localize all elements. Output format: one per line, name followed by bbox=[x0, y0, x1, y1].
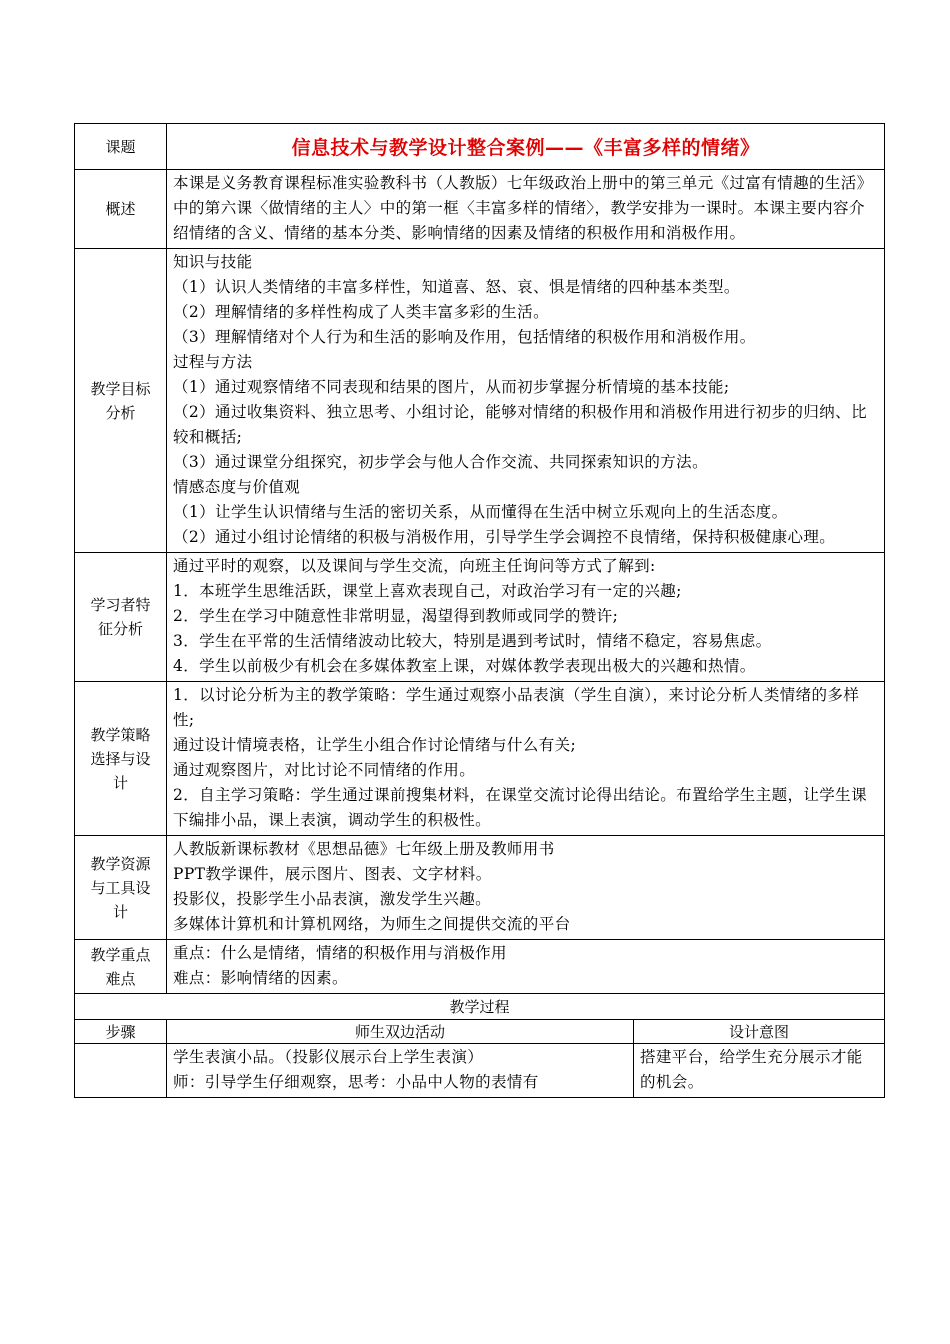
resource-line: 人教版新课标教材《思想品德》七年级上册及教师用书 bbox=[173, 840, 555, 858]
process-step-cell bbox=[75, 1044, 167, 1098]
keypoint-line: 重点：什么是情绪，情绪的积极作用与消极作用 bbox=[173, 944, 507, 962]
overview-label: 概述 bbox=[75, 170, 167, 249]
activity-line: 学生表演小品。（投影仪展示台上学生表演） bbox=[173, 1048, 484, 1066]
objective-line: （2）通过收集资料、独立思考、小组讨论，能够对情绪的积极作用和消极作用进行初步的归纳、比较和概括; bbox=[173, 403, 867, 446]
strategy-row bbox=[75, 682, 885, 836]
objective-heading: 过程与方法 bbox=[173, 353, 253, 371]
objectives-content bbox=[167, 249, 885, 553]
strategy-line: 1．以讨论分析为主的教学策略：学生通过观察小品表演（学生自演），来讨论分析人类情绪的多样性; bbox=[173, 686, 860, 729]
learner-line: 通过平时的观察，以及课间与学生交流，向班主任询问等方式了解到: bbox=[173, 557, 656, 575]
keypoints-label: 教学重点难点 bbox=[75, 940, 167, 994]
col-step-header: 步骤 bbox=[75, 1020, 167, 1044]
objective-line: （3）理解情绪对个人行为和生活的影响及作用，包括情绪的积极作用和消极作用。 bbox=[173, 328, 756, 346]
learners-content bbox=[167, 553, 885, 682]
objective-line: （1）认识人类情绪的丰富多样性，知道喜、怒、哀、惧是情绪的四种基本类型。 bbox=[173, 278, 740, 296]
overview-row bbox=[75, 170, 885, 249]
col-activity-header: 师生双边活动 bbox=[167, 1020, 634, 1044]
strategy-line: 通过观察图片，对比讨论不同情绪的作用。 bbox=[173, 761, 476, 779]
process-columns-row bbox=[75, 1020, 885, 1044]
resources-content bbox=[167, 836, 885, 940]
process-heading: 教学过程 bbox=[75, 994, 885, 1020]
overview-text: 本课是义务教育课程标准实验教科书（人教版）七年级政治上册中的第三单元《过富有情趣的生活》中的第六课〈做情绪的主人〉中的第一框〈丰富多样的情绪〉，教学安排为一课时。本课主要内容介绍情绪的含义、情绪的基本分类、影响情绪的因素及情绪的积极作用和消极作用。 bbox=[167, 170, 885, 249]
topic-row bbox=[75, 124, 885, 170]
objective-line: （2）通过小组讨论情绪的积极与消极作用，引导学生学会调控不良情绪，保持积极健康心理。 bbox=[173, 528, 836, 546]
keypoints-row bbox=[75, 940, 885, 994]
resources-row bbox=[75, 836, 885, 940]
objective-heading: 情感态度与价值观 bbox=[173, 478, 301, 496]
process-heading-row bbox=[75, 994, 885, 1020]
objective-line: （3）通过课堂分组探究，初步学会与他人合作交流、共同探索知识的方法。 bbox=[173, 453, 708, 471]
keypoints-content bbox=[167, 940, 885, 994]
strategy-label: 教学策略选择与设计 bbox=[75, 682, 167, 836]
lesson-title: 信息技术与教学设计整合案例——《丰富多样的情绪》 bbox=[167, 124, 885, 170]
lesson-plan-table bbox=[74, 123, 885, 1098]
process-row bbox=[75, 1044, 885, 1098]
objective-heading: 知识与技能 bbox=[173, 253, 253, 271]
strategy-content bbox=[167, 682, 885, 836]
resources-label: 教学资源与工具设计 bbox=[75, 836, 167, 940]
topic-label: 课题 bbox=[75, 124, 167, 170]
learner-line: 1．本班学生思维活跃，课堂上喜欢表现自己，对政治学习有一定的兴趣; bbox=[173, 582, 682, 600]
strategy-line: 2．自主学习策略：学生通过课前搜集材料，在课堂交流讨论得出结论。布置给学生主题，让学生课下编排小品，课上表演，调动学生的积极性。 bbox=[173, 786, 867, 829]
learner-line: 2．学生在学习中随意性非常明显，渴望得到教师或同学的赞许; bbox=[173, 607, 619, 625]
learners-row bbox=[75, 553, 885, 682]
learner-line: 3．学生在平常的生活情绪波动比较大，特别是遇到考试时，情绪不稳定，容易焦虑。 bbox=[173, 632, 772, 650]
resource-line: 投影仪，投影学生小品表演，激发学生兴趣。 bbox=[173, 890, 492, 908]
resource-line: 多媒体计算机和计算机网络，为师生之间提供交流的平台 bbox=[173, 915, 571, 933]
strategy-line: 通过设计情境表格，让学生小组合作讨论情绪与什么有关; bbox=[173, 736, 577, 754]
col-intent-header: 设计意图 bbox=[634, 1020, 885, 1044]
process-intent-cell: 搭建平台，给学生充分展示才能的机会。 bbox=[634, 1044, 885, 1098]
learner-line: 4．学生以前极少有机会在多媒体教室上课，对媒体教学表现出极大的兴趣和热情。 bbox=[173, 657, 756, 675]
keypoint-line: 难点：影响情绪的因素。 bbox=[173, 969, 348, 987]
objective-line: （1）通过观察情绪不同表现和结果的图片，从而初步掌握分析情境的基本技能; bbox=[173, 378, 730, 396]
activity-line: 师：引导学生仔细观察，思考：小品中人物的表情有 bbox=[173, 1073, 539, 1091]
objectives-row bbox=[75, 249, 885, 553]
objective-line: （2）理解情绪的多样性构成了人类丰富多彩的生活。 bbox=[173, 303, 549, 321]
learners-label: 学习者特征分析 bbox=[75, 553, 167, 682]
objective-line: （1）让学生认识情绪与生活的密切关系，从而懂得在生活中树立乐观向上的生活态度。 bbox=[173, 503, 788, 521]
resource-line: PPT教学课件，展示图片、图表、文字材料。 bbox=[173, 865, 492, 883]
process-activity-cell bbox=[167, 1044, 634, 1098]
objectives-label: 教学目标分析 bbox=[75, 249, 167, 553]
